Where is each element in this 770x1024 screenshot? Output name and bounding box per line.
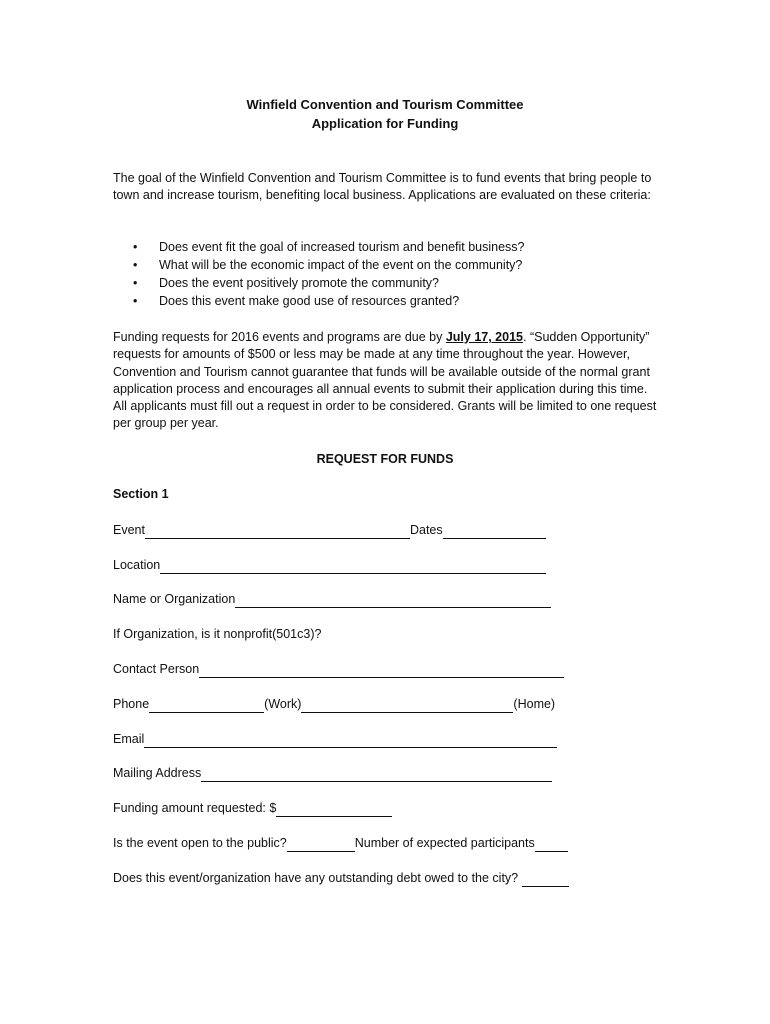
criteria-list <box>133 238 525 310</box>
due-date: July 17, 2015 <box>445 330 523 344</box>
event-blank[interactable] <box>145 524 410 539</box>
open-public-blank[interactable] <box>287 837 355 852</box>
form-subtitle: Application for Funding <box>311 116 459 131</box>
phone-label: Phone <box>113 697 150 711</box>
criteria-item: • What will be the economic impact of the event on the community? <box>133 256 525 274</box>
debt-label: Does this event/organization have any outstanding debt owed to the city? <box>113 871 522 885</box>
contact-label: Contact Person <box>113 662 200 676</box>
intro-paragraph: The goal of the Winfield Convention and Tourism Committee is to fund events that bring people to town and increase tourism, benefiting local business. Applications are evaluated on these criteria: <box>113 171 652 203</box>
work-label: (Work) <box>264 697 302 711</box>
home-label: (Home) <box>513 697 556 711</box>
mailing-blank[interactable] <box>201 767 552 782</box>
debt-row <box>113 869 569 887</box>
email-blank[interactable] <box>144 733 557 748</box>
contact-blank[interactable] <box>199 663 564 678</box>
work-phone-blank[interactable] <box>149 698 264 713</box>
funding-amount-blank[interactable] <box>276 802 392 817</box>
location-label: Location <box>113 558 161 572</box>
event-label: Event <box>113 523 145 537</box>
phone-row <box>113 695 555 713</box>
nonprofit-label: If Organization, is it nonprofit(501c3)? <box>113 627 322 641</box>
event-row <box>113 521 546 539</box>
funding-amount-label: Funding amount requested: $ <box>113 801 277 815</box>
name-org-blank[interactable] <box>235 593 551 608</box>
public-row <box>113 834 568 852</box>
mailing-label: Mailing Address <box>113 766 202 780</box>
name-org-row <box>113 590 551 608</box>
location-row <box>113 556 546 574</box>
funding-text-start: Funding requests for 2016 events and programs are due by <box>113 330 446 344</box>
contact-row <box>113 660 564 678</box>
criteria-item: • Does event fit the goal of increased tourism and benefit business? <box>133 238 525 256</box>
funding-text-rest: . “Sudden Opportunity” requests for amounts of $500 or less may be made at any time throughout the year. However, Convention and Tourism cannot guarantee that funds will be available outside of the normal grant application process and encourages all annual events to submit their application during this time. All applicants must fill out a request in order to be considered. Grants will be limited to one request per group per year. <box>113 330 657 431</box>
section-label: Section 1 <box>113 487 169 501</box>
dates-blank[interactable] <box>443 524 546 539</box>
email-row <box>113 730 557 748</box>
participants-blank[interactable] <box>535 837 568 852</box>
home-phone-blank[interactable] <box>301 698 513 713</box>
request-heading: REQUEST FOR FUNDS <box>316 452 454 466</box>
email-label: Email <box>113 732 145 746</box>
location-blank[interactable] <box>160 559 546 574</box>
name-org-label: Name or Organization <box>113 592 236 606</box>
criteria-item: • Does the event positively promote the community? <box>133 274 525 292</box>
participants-label: Number of expected participants <box>354 836 535 850</box>
open-public-label: Is the event open to the public? <box>113 836 287 850</box>
funding-paragraph <box>113 329 658 433</box>
mailing-row <box>113 764 552 782</box>
dates-label: Dates <box>409 523 443 537</box>
debt-blank[interactable] <box>522 872 569 887</box>
form-title: Winfield Convention and Tourism Committee <box>246 97 524 112</box>
criteria-item: • Does this event make good use of resources granted? <box>133 292 525 310</box>
nonprofit-row <box>113 625 321 643</box>
funding-amount-row <box>113 799 392 817</box>
